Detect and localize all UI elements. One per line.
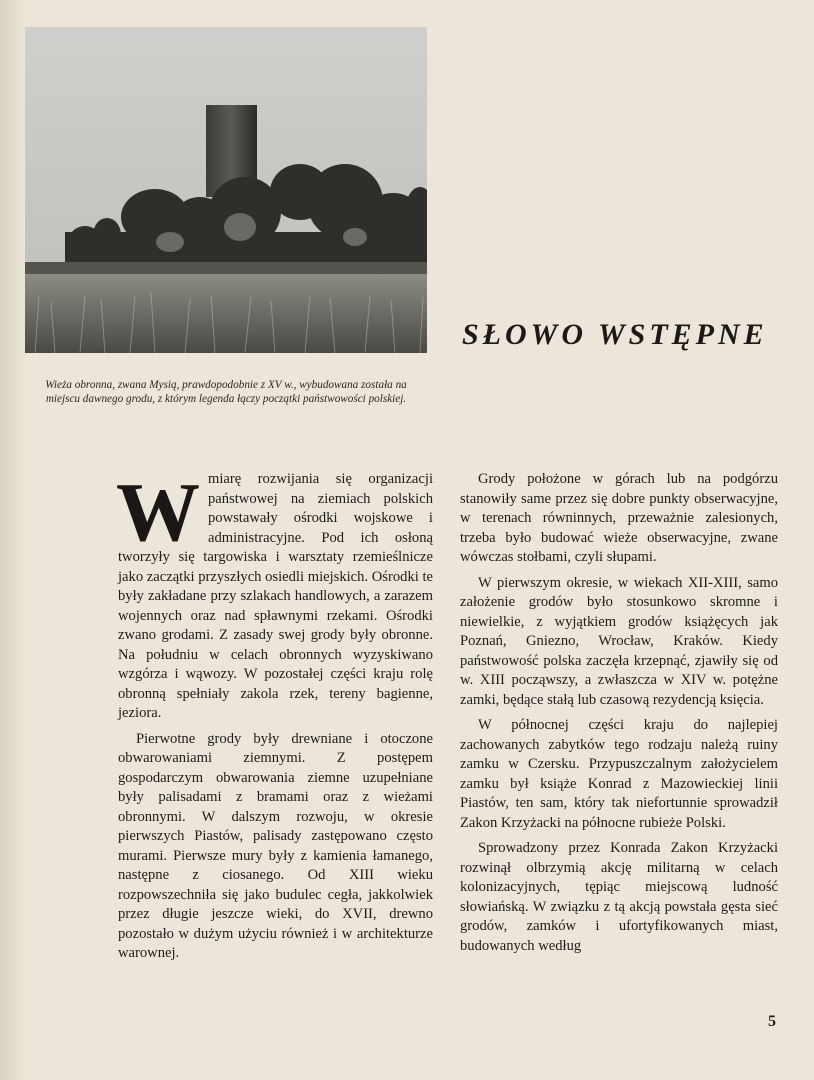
tower-photo: [25, 27, 427, 353]
page-title: SŁOWO WSTĘPNE: [462, 318, 768, 351]
page-number: 5: [768, 1013, 776, 1030]
article-paragraph: W pierwszym okresie, w wiekach XII-XIII, samo założenie grodów było stosunkowo skromne i niewielkie, z wyjątkiem grodów książęcych jak Poznań, Gniezno, Wrocław, Kraków. Kiedy państwowość polska zaczęła krzepnąć, zjawiły się od w. XIII począwszy, a zwłaszcza w XIV w. potężne zamki, będące stałą lub czasową rezydencją księcia.: [460, 574, 778, 708]
tower-photo-illustration: [25, 27, 427, 353]
dropcap-letter: W: [116, 466, 200, 559]
article-column-left: [116, 466, 433, 970]
article-column-right: [460, 470, 778, 962]
photo-caption: Wieża obronna, zwana Mysią, prawdopodobnie z XV w., wybudowana została na miejscu dawnego grodu, z którym legenda łączy początki państwowości polskiej.: [45, 379, 407, 405]
article-paragraph: [116, 466, 433, 724]
page-edge-shadow: [0, 0, 26, 1080]
article-paragraph: Sprowadzony przez Konrada Zakon Krzyżacki rozwinął olbrzymią akcję militarną w celach kolonizacyjnych, tępiąc miejscową ludność słowiańską. W związku z tą akcją powstała gęsta sieć grodów, zamków i ufortyfikowanych miast, budowanych według: [460, 840, 778, 954]
paragraph-text: miarę rozwijania się organizacji państwowej na ziemiach polskich powstawały ośrodki wojskowe i administracyjne. Pod ich osłoną tworzyły się targowiska i warsztaty rzemieślnicze jako zaczątki przyszłych osiedli miejskich. Ośrodki te były zakładane przy szlakach handlowych, a zarazem wojennych oraz nad spławnymi rzekami. Ośrodki zwano grodami. Z zasady swej grody były obronne. Na południu w celach obronnych wyzyskiwano wzgórza i wąwozy. W pozostałej części kraju rolę obronną spełniały zakola rzek, tereny bagienne, jeziora.: [118, 471, 433, 721]
article-paragraph: Grody położone w górach lub na podgórzu stanowiły same przez się dobre punkty obserwacyjne, w terenach równinnych, przeważnie zalesionych, trzeba było budować wieże obserwacyjne, zwane wówczas stołbami, czyli słupami.: [460, 471, 778, 565]
article-paragraph: Pierwotne grody były drewniane i otoczone obwarowaniami ziemnymi. Z postępem gospodarczym obwarowania ziemne uzupełniane były palisadami z bramami oraz z wieżami obronnymi. W dalszym rozwoju, w okresie pierwszych Piastów, palisady zastępowano często murami. Pierwsze mury były z kamienia łamanego, następne z ciosanego. Od XIII wieku rozpowszechniła się jako budulec cegła, jakkolwiek przez długie jeszcze wieki, do XVII, drewno pozostało w dużym użyciu również i w architekturze warownej.: [118, 730, 433, 961]
article-paragraph: W północnej części kraju do najlepiej zachowanych zabytków tego rodzaju należą ruiny zamku w Czersku. Przypuszczalnym założycielem zamku był książe Konrad z Mazowieckiej linii Piastów, ten sam, który tak niefortunnie sprowadził Zakon Krzyżacki na północne rubieże Polski.: [460, 717, 778, 831]
